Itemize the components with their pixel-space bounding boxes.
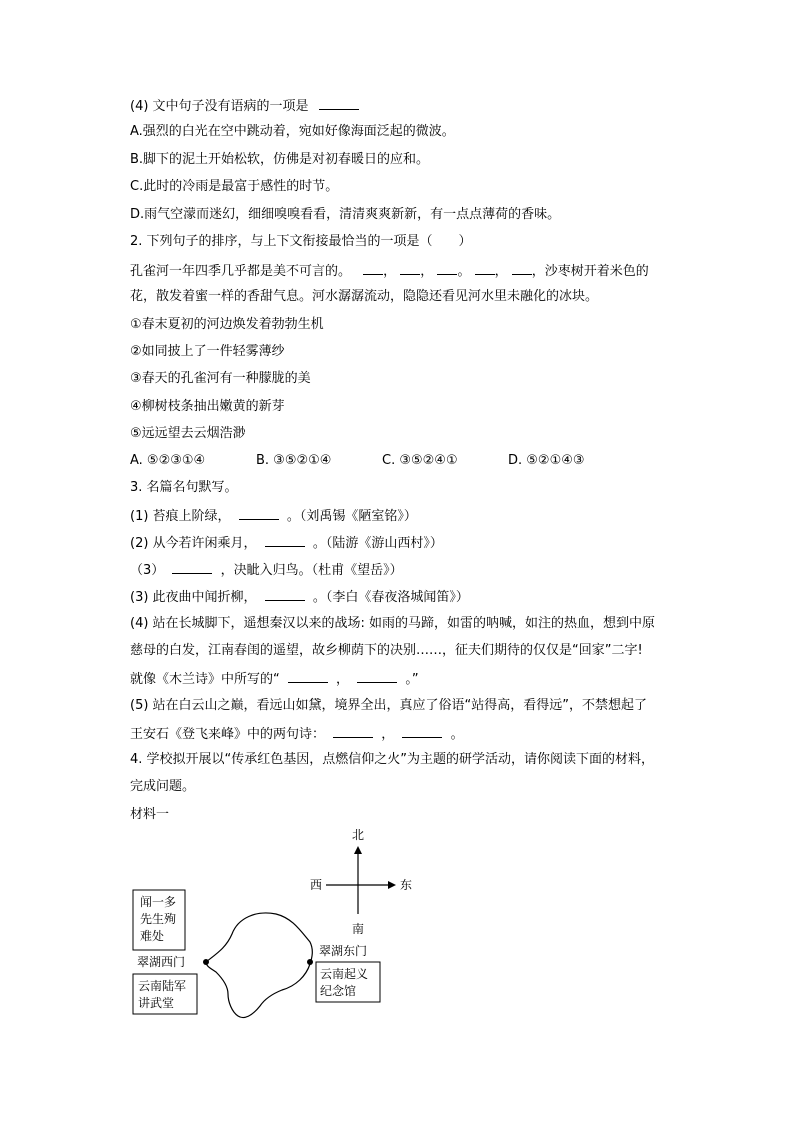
q2-option-b: B. ③⑤②①④ bbox=[256, 453, 332, 468]
compass-east: 东 bbox=[399, 878, 413, 892]
order-blank-1[interactable] bbox=[363, 261, 383, 275]
fill-blank-8[interactable] bbox=[402, 724, 442, 738]
west-gate-marker bbox=[203, 959, 209, 965]
q3-s4-text: (3) 此夜曲中闻折柳， bbox=[130, 590, 257, 605]
q4-stem-line bbox=[130, 96, 359, 116]
wen-yiduo-box bbox=[133, 890, 185, 950]
cuihu-lake-outline bbox=[206, 913, 312, 1018]
compass bbox=[310, 828, 412, 936]
order-blank-4[interactable] bbox=[475, 261, 495, 275]
order-blank-3[interactable] bbox=[437, 261, 457, 275]
q3-line-3 bbox=[130, 560, 403, 580]
option-c: C.此时的冷雨是最富于感性的时节。 bbox=[130, 179, 339, 194]
q3-s5-sep: ， bbox=[336, 672, 350, 687]
west-gate-label: 翠湖西门 bbox=[137, 955, 186, 969]
order-blank-5[interactable] bbox=[512, 261, 532, 275]
q4-stem: (4) 文中句子没有语病的一项是 bbox=[130, 99, 309, 114]
q2-option-a: A. ⑤②③①④ bbox=[130, 453, 206, 468]
q2-item-3: ③春天的孔雀河有一种朦胧的美 bbox=[130, 371, 311, 386]
q3-s5-line3 bbox=[130, 669, 419, 689]
option-a: A.强烈的白光在空中跳动着，宛如好像海面泛起的微波。 bbox=[130, 124, 455, 139]
q3-s3-number: （3） bbox=[130, 563, 165, 578]
fill-blank-3[interactable] bbox=[172, 560, 212, 574]
north-arrow-icon bbox=[354, 846, 362, 854]
compass-west: 西 bbox=[309, 878, 323, 892]
q3-s3-source: ，决眦入归鸟。（杜甫《望岳》） bbox=[220, 563, 403, 578]
q3-s6-lead: 王安石《登飞来峰》中的两句诗： bbox=[130, 727, 326, 742]
memorial-line2: 纪念馆 bbox=[320, 984, 357, 998]
fill-blank-4[interactable] bbox=[265, 587, 305, 601]
q3-s5-lead: 就像《木兰诗》中所写的“ bbox=[130, 672, 280, 687]
fill-blank-6[interactable] bbox=[357, 669, 397, 683]
wen-yiduo-line3: 难处 bbox=[140, 929, 165, 943]
q3-s6-line1: (5) 站在白云山之巅，看远山如黛，境界全出，真应了俗语“站得高，看得远”，不禁想起了 bbox=[130, 698, 648, 713]
q2-item-5: ⑤远远望去云烟浩渺 bbox=[130, 426, 246, 441]
q2-passage-line2: 花，散发着蜜一样的香甜气息。河水潺潺流动，隐隐还看见河水里未融化的冰块。 bbox=[130, 289, 599, 304]
q2-stem: 2. 下列句子的排序，与上下文衔接最恰当的一项是（ ） bbox=[130, 234, 472, 249]
order-blank-2[interactable] bbox=[400, 261, 420, 275]
army-academy-line2: 讲武堂 bbox=[138, 996, 175, 1010]
east-arrow-icon bbox=[388, 881, 396, 889]
q4-stem-line2: 完成问题。 bbox=[130, 779, 196, 794]
q3-stem: 3. 名篇名句默写。 bbox=[130, 480, 238, 495]
army-academy-line1: 云南陆军 bbox=[138, 979, 187, 993]
fill-blank-7[interactable] bbox=[333, 724, 373, 738]
uprising-memorial-box bbox=[316, 962, 380, 1002]
q3-s6-end: 。 bbox=[450, 727, 464, 742]
fill-blank-2[interactable] bbox=[265, 533, 305, 547]
army-academy-box bbox=[133, 974, 197, 1014]
east-gate-label: 翠湖东门 bbox=[319, 944, 368, 958]
wen-yiduo-line1: 闻一多 bbox=[140, 895, 177, 909]
q2-option-d: D. ⑤②①④③ bbox=[508, 453, 585, 468]
fill-blank-1[interactable] bbox=[239, 506, 279, 520]
fill-blank-5[interactable] bbox=[288, 669, 328, 683]
q2-passage-end: ，沙枣树开着米色的 bbox=[531, 264, 649, 279]
q3-s6-line2 bbox=[130, 724, 464, 744]
memorial-line1: 云南起义 bbox=[320, 967, 369, 981]
q3-s5-end: 。” bbox=[405, 672, 419, 687]
option-d: D.雨气空濛而迷幻，细细嗅嗅看看，清清爽爽新新，有一点点薄荷的香味。 bbox=[130, 207, 561, 222]
cuihu-map bbox=[120, 826, 420, 1026]
q3-s2-source: 。（陆游《游山西村》） bbox=[312, 536, 443, 551]
q3-line-4 bbox=[130, 587, 469, 607]
q2-option-c: C. ③⑤②④① bbox=[382, 453, 458, 468]
q3-s1-source: 。（刘禹锡《陋室铭》） bbox=[286, 509, 417, 524]
q3-s2-text: (2) 从今若许闲乘月， bbox=[130, 536, 257, 551]
option-b: B.脚下的泥土开始松软，仿佛是对初春暖日的应和。 bbox=[130, 152, 430, 167]
material-label: 材料一 bbox=[130, 807, 170, 822]
compass-south: 南 bbox=[351, 922, 365, 936]
q2-passage-start: 孔雀河一年四季几乎都是美不可言的。 bbox=[130, 264, 352, 279]
answer-blank[interactable] bbox=[319, 96, 359, 110]
q4-stem-line1: 4. 学校拟开展以“传承红色基因，点燃信仰之火”为主题的研学活动，请你阅读下面的材料， bbox=[130, 752, 655, 767]
compass-north: 北 bbox=[351, 828, 365, 842]
q3-s1-text: (1) 苔痕上阶绿， bbox=[130, 509, 231, 524]
q3-s5-line1: (4) 站在长城脚下，遥想秦汉以来的战场: 如雨的马蹄，如雷的呐喊，如注的热血，想到中原 bbox=[130, 616, 656, 631]
q2-passage-line1: 孔雀河一年四季几乎都是美不可言的。 ， ， 。 ， ，沙枣树开着米色的 bbox=[130, 261, 649, 281]
wen-yiduo-line2: 先生殉 bbox=[140, 912, 177, 926]
q3-line-1 bbox=[130, 506, 417, 526]
q2-item-4: ④柳树枝条抽出嫩黄的新芽 bbox=[130, 399, 285, 414]
q3-line-2 bbox=[130, 533, 443, 553]
east-gate-marker bbox=[307, 959, 313, 965]
q2-item-2: ②如同披上了一件轻雾薄纱 bbox=[130, 344, 285, 359]
q2-item-1: ①春末夏初的河边焕发着勃勃生机 bbox=[130, 317, 324, 332]
q3-s5-line2: 慈母的白发，江南春闺的遥望，故乡柳荫下的决别……，征夫们期待的仅仅是“回家”二字! bbox=[130, 643, 643, 658]
q3-s6-sep: ， bbox=[381, 727, 395, 742]
q3-s4-source: 。（李白《春夜洛城闻笛》） bbox=[312, 590, 469, 605]
